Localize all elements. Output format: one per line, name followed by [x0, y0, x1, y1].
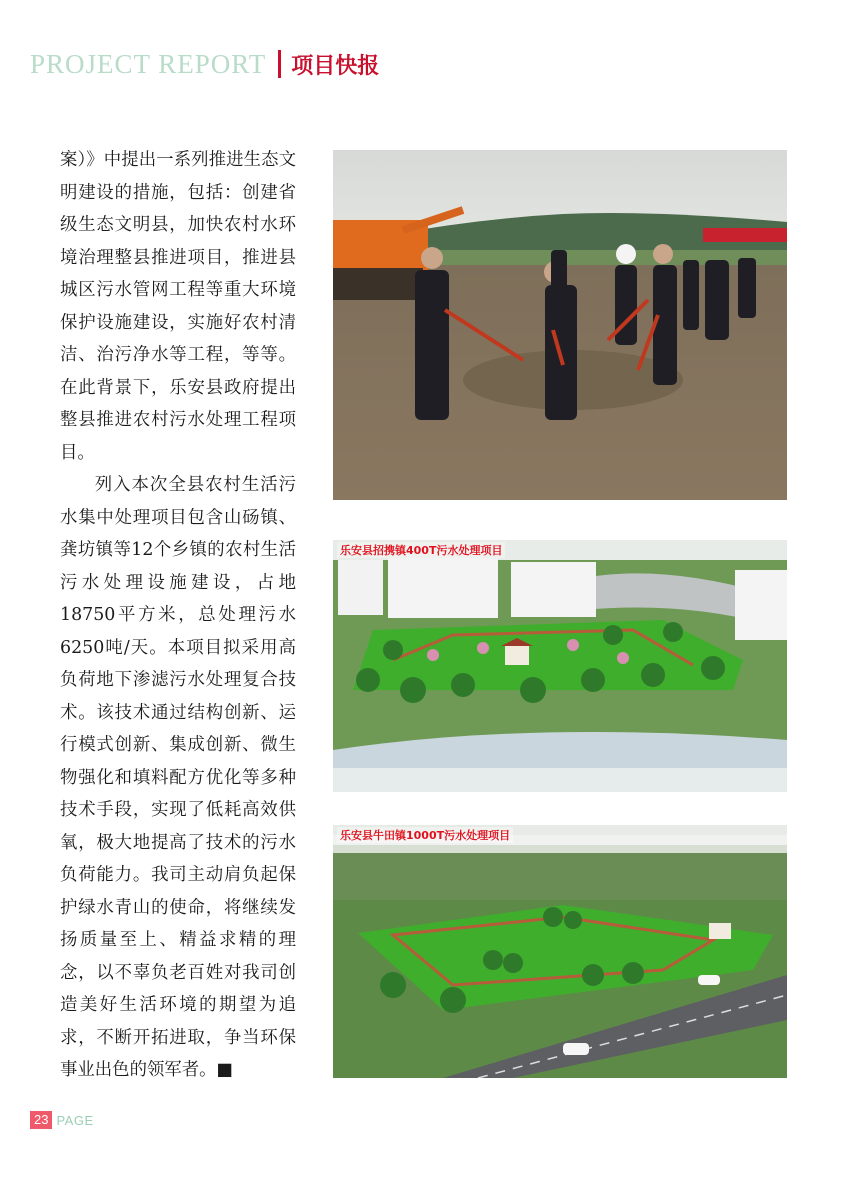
page-header: [30, 44, 379, 84]
paragraph-1: 案）》中提出一系列推进生态文明建设的措施，包括：创建省级生态文明县，加快农村水环境治理整县推进项目，推进县城区污水管网工程等重大环境保护设施建设，实施好农村清洁、治污净水等工程，等等。在此背景下，乐安县政府提出整县推进农村污水处理工程项目。: [60, 150, 296, 463]
page-footer: [30, 1111, 94, 1129]
groundbreaking-photo: [333, 150, 787, 500]
article-body: [60, 144, 296, 1087]
page-number: 23: [30, 1111, 52, 1129]
paragraph-2: 列入本次全县农村生活污水集中处理项目包含山砀镇、龚坊镇等12个乡镇的农村生活污水处理设施建设，占地18750平方米，总处理污水6250吨/天。本项目拟采用高负荷地下渗滤污水处理复合技术。该技术通过结构创新、运行模式创新、集成创新、微生物强化和填料配方优化等多种技术手段，实现了低耗高效供氧，极大地提高了技术的污水负荷能力。我司主动肩负起保护绿水青山的使命，将继续发扬质量至上、精益求精的理念，以不辜负老百姓对我司创造美好生活环境的期望为追求，不断开拓进取，争当环保事业出色的领军者。■: [60, 475, 296, 1080]
header-divider: [278, 50, 281, 78]
caption-1000t: 乐安县牛田镇1000T污水处理项目: [337, 827, 513, 843]
caption-400t: 乐安县招携镇400T污水处理项目: [337, 542, 505, 558]
header-title-cn: 项目快报: [291, 53, 380, 79]
project-rendering-1000t: [333, 825, 787, 1078]
header-title-en: PROJECT REPORT: [30, 48, 267, 79]
page-label: PAGE: [56, 1112, 94, 1128]
project-rendering-400t: [333, 540, 787, 792]
